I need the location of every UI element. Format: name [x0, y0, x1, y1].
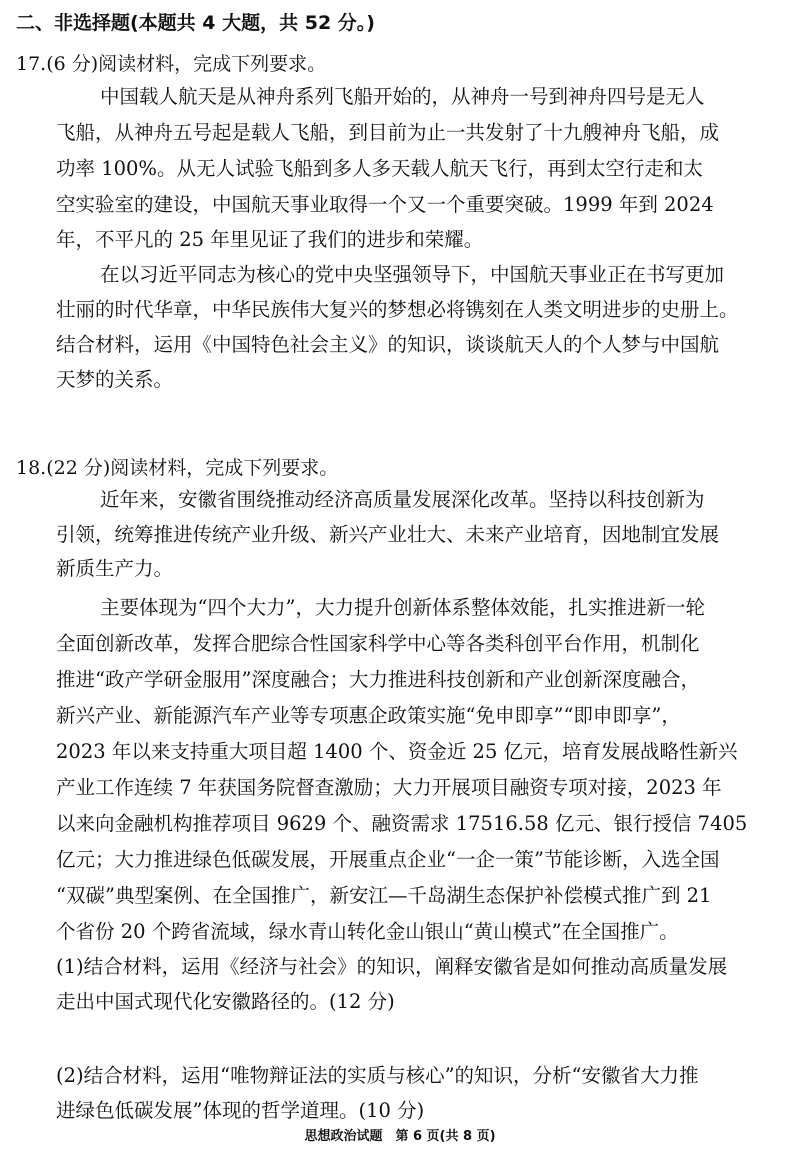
q18-subquestion-2-line: (2)结合材料，运用“唯物辩证法的实质与核心”的知识，分析“安徽省大力推: [56, 1064, 699, 1087]
q18-subquestion-1-line: (1)结合材料，运用《经济与社会》的知识，阐释安徽省是如何推动高质量发展: [56, 955, 728, 978]
q18-material-line: 近年来，安徽省围绕推动经济高质量发展深化改革。坚持以科技创新为: [100, 488, 705, 511]
q18-material-line: 以来向金融机构推荐项目 9629 个、融资需求 17516.58 亿元、银行授信 7405: [56, 812, 748, 835]
q18-subquestion-2-line: 进绿色低碳发展”体现的哲学道理。(10 分): [56, 1099, 425, 1122]
question-17-heading: 17.(6 分)阅读材料，完成下列要求。: [16, 53, 327, 75]
question-18-heading: 18.(22 分)阅读材料，完成下列要求。: [16, 457, 339, 479]
page-footer: 思想政治试题 第 6 页(共 8 页): [304, 1129, 496, 1144]
q17-material-line: 飞船，从神舟五号起是载人飞船，到目前为止一共发射了十九艘神舟飞船，成: [56, 121, 720, 144]
q18-material-line: 主要体现为“四个大力”，大力提升创新体系整体效能，扎实推进新一轮: [100, 596, 705, 619]
q18-material-line: 个省份 20 个跨省流域，绿水青山转化金山银山“黄山模式”在全国推广。: [56, 920, 679, 943]
q18-material-line: 引领，统筹推进传统产业升级、新兴产业壮大、未来产业培育，因地制宜发展: [56, 523, 720, 546]
q18-subquestion-1-line: 走出中国式现代化安徽路径的。(12 分): [56, 990, 395, 1013]
q17-requirement-line: 天梦的关系。: [56, 368, 174, 391]
q17-requirement-line: 结合材料，运用《中国特色社会主义》的知识，谈谈航天人的个人梦与中国航: [56, 333, 720, 356]
q18-material-line: “双碳”典型案例、在全国推广，新安江—千岛湖生态保护补偿模式推广到 21: [56, 884, 712, 907]
q18-material-line: 全面创新改革，发挥合肥综合性国家科学中心等各类科创平台作用，机制化: [56, 632, 700, 655]
q18-material-line: 2023 年以来支持重大项目超 1400 个、资金近 25 亿元，培育发展战略性新兴: [56, 740, 738, 763]
section-title: 二、非选择题(本题共 4 大题，共 52 分。): [16, 12, 375, 34]
q17-material-line: 功率 100%。从无人试验飞船到多人多天载人航天飞行，再到太空行走和太: [56, 157, 703, 180]
q18-material-line: 新质生产力。: [56, 557, 174, 580]
q17-material-line: 中国载人航天是从神舟系列飞船开始的，从神舟一号到神舟四号是无人: [100, 85, 705, 108]
q17-material-line: 在以习近平同志为核心的党中央坚强领导下，中国航天事业正在书写更加: [100, 263, 725, 286]
q17-material-line: 年，不平凡的 25 年里见证了我们的进步和荣耀。: [56, 228, 484, 251]
q17-material-line: 空实验室的建设，中国航天事业取得一个又一个重要突破。1999 年到 2024: [56, 193, 714, 216]
q18-material-line: 新兴产业、新能源汽车产业等专项惠企政策实施“免申即享”“即申即享”，: [56, 704, 681, 727]
q18-material-line: 推进“政产学研金服用”深度融合；大力推进科技创新和产业创新深度融合，: [56, 668, 700, 691]
q18-material-line: 产业工作连续 7 年获国务院督查激励；大力开展项目融资专项对接，2023 年: [56, 776, 722, 799]
q18-material-line: 亿元；大力推进绿色低碳发展，开展重点企业“一企一策”节能诊断，入选全国: [56, 848, 720, 871]
q17-material-line: 壮丽的时代华章，中华民族伟大复兴的梦想必将镌刻在人类文明进步的史册上。: [56, 298, 739, 321]
